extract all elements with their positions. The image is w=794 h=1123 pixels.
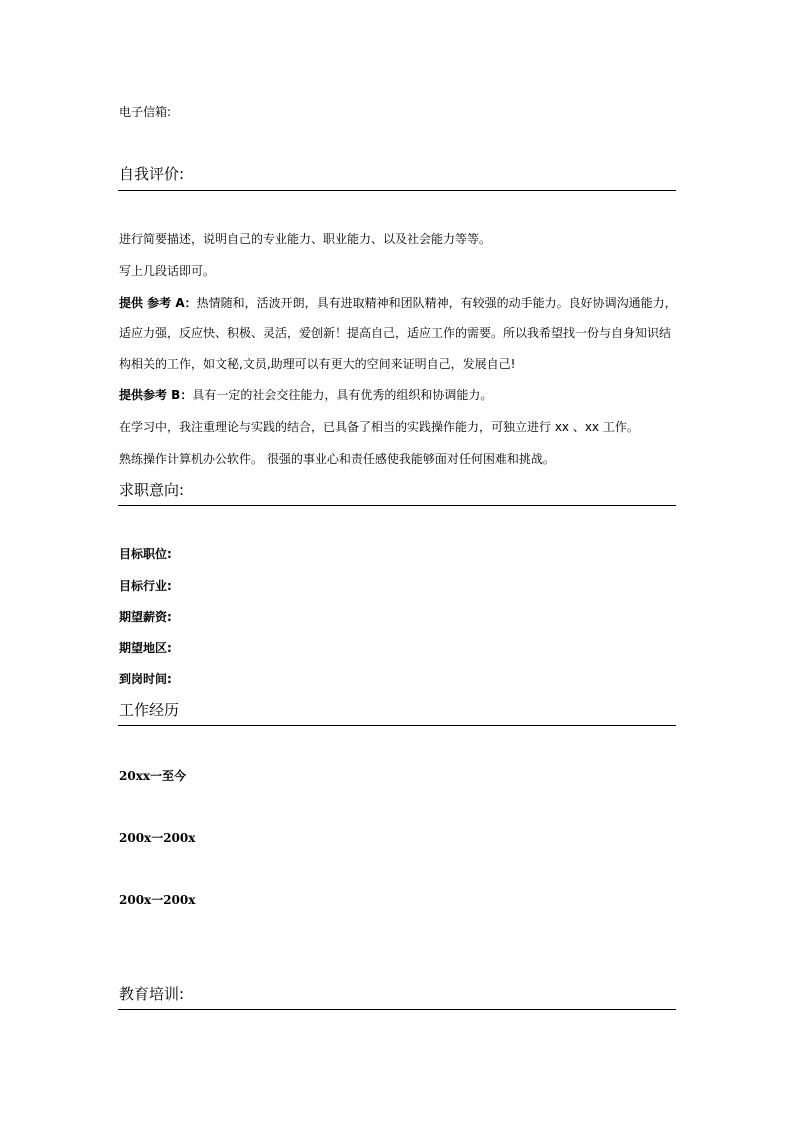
option-a-line-2: 适应力强，反应快、积极、灵活，爱创新！提高自己，适应工作的需要。所以我希望找一份与自身知识结 — [119, 326, 672, 340]
work-entry-period: 200x一200x — [119, 831, 196, 845]
field-expected-region: 期望地区: — [119, 641, 172, 655]
work-experience-heading: 工作经历 — [119, 701, 180, 719]
work-entry-period: 20xx一至今 — [119, 769, 187, 783]
field-target-industry: 目标行业: — [119, 579, 172, 593]
self-evaluation-divider — [118, 190, 676, 191]
option-b-label: 提供参考 B： — [119, 388, 193, 402]
option-a-label: 提供 参考 A： — [119, 296, 197, 310]
field-start-date: 到岗时间: — [119, 672, 172, 686]
option-b-line — [119, 387, 492, 403]
study-line: 在学习中，我注重理论与实践的结合，已具备了相当的实践操作能力，可独立进行 xx 、xx 工作。 — [119, 420, 639, 434]
job-intention-divider — [118, 505, 676, 506]
self-evaluation-intro: 进行简要描述，说明自己的专业能力、职业能力、以及社会能力等等。 — [119, 232, 492, 246]
field-target-position: 目标职位: — [119, 547, 172, 561]
email-label: 电子信箱: — [119, 105, 172, 119]
skills-line: 熟练操作计算机办公软件。 很强的事业心和责任感使我能够面对任何困难和挑战。 — [119, 452, 555, 466]
work-experience-divider — [118, 725, 676, 726]
job-intention-heading: 求职意向: — [119, 481, 185, 499]
option-a-line-1 — [119, 295, 677, 311]
education-heading: 教育培训: — [119, 985, 185, 1003]
work-entry-period: 200x一200x — [119, 893, 196, 907]
field-expected-salary: 期望薪资: — [119, 610, 172, 624]
option-a-text-1: 热情随和，活波开朗，具有进取精神和团队精神，有较强的动手能力。良好协调沟通能力， — [196, 296, 677, 310]
option-b-text: 具有一定的社会交往能力，具有优秀的组织和协调能力。 — [192, 388, 493, 402]
option-a-line-3: 构相关的工作，如文秘,文员,助理可以有更大的空间来证明自己，发展自己! — [119, 357, 516, 371]
education-divider — [118, 1009, 676, 1010]
self-evaluation-heading: 自我评价: — [119, 165, 185, 183]
self-evaluation-hint: 写上几段话即可。 — [119, 264, 216, 278]
